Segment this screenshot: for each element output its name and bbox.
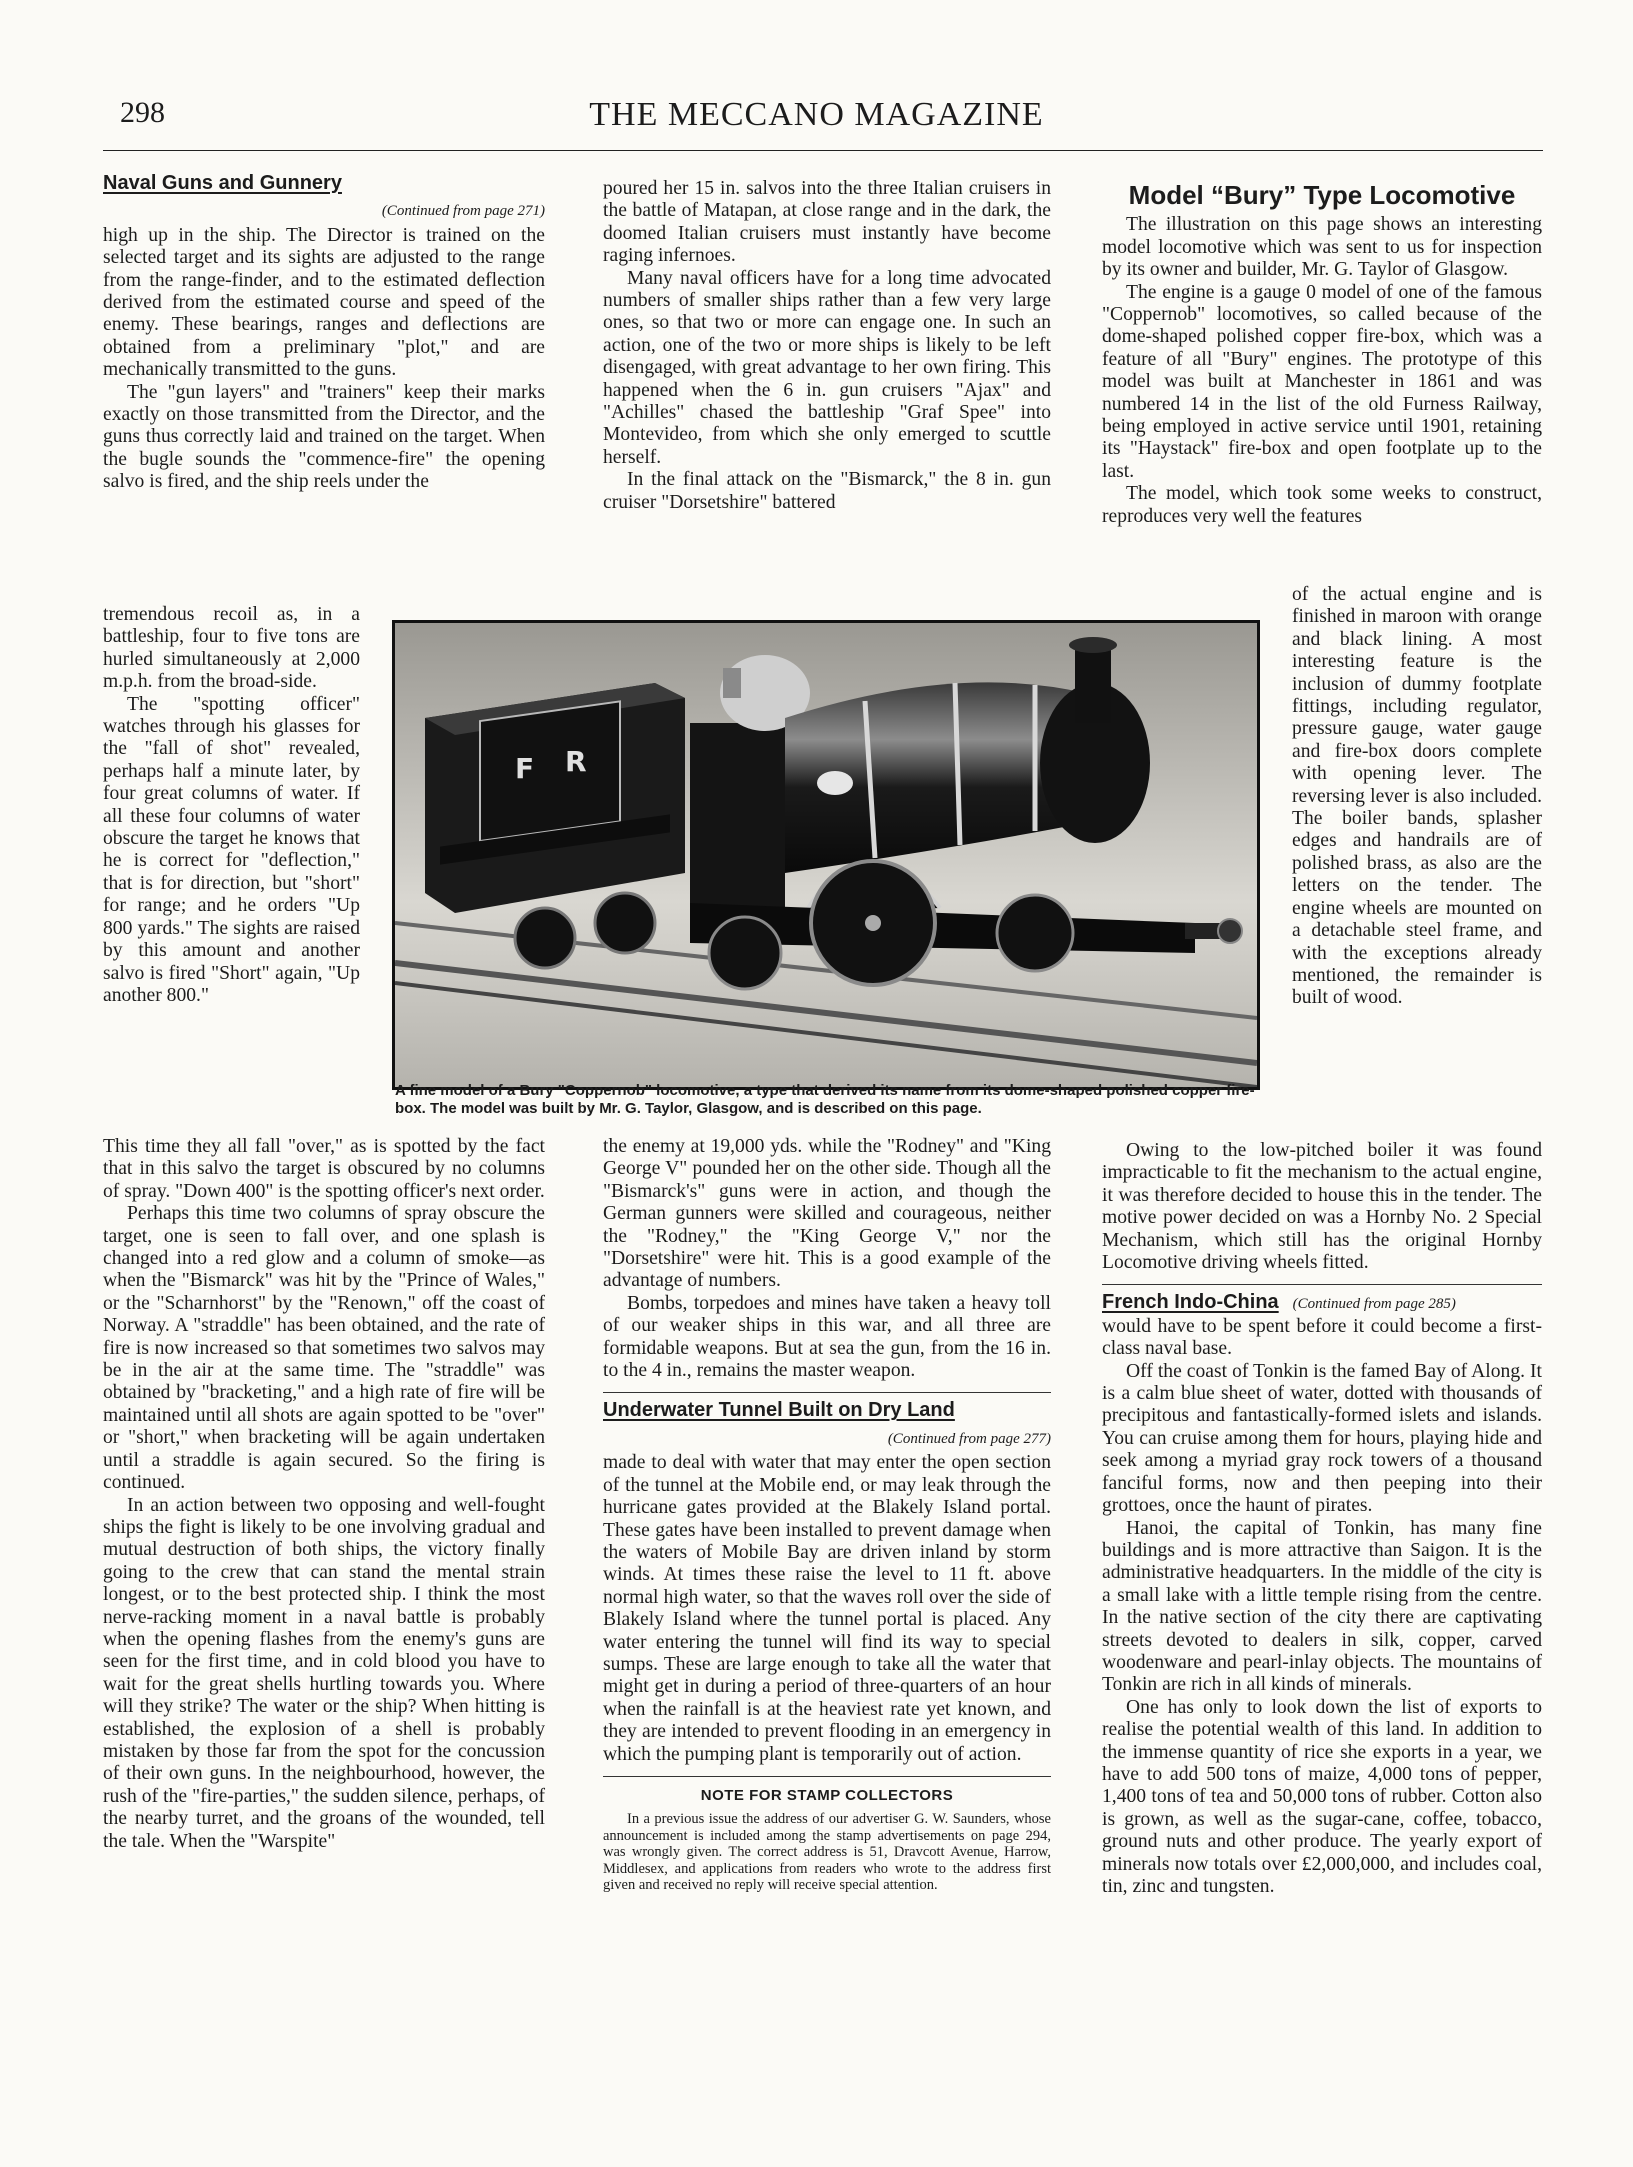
tunnel-heading: Underwater Tunnel Built on Dry Land: [603, 1399, 955, 1422]
locomotive-illustration: [395, 623, 1257, 1087]
section-rule: [603, 1776, 1051, 1777]
paragraph: tremendous recoil as, in a battleship, four to five tons are hurled simultaneously at 2,000 m.p.h. from the broad-side.: [103, 604, 360, 693]
section-rule: [603, 1392, 1051, 1393]
paragraph: The engine is a gauge 0 model of one of the famous "Coppernob" locomotives, so called because of the dome-shaped polished copper fire-box, which was a feature of all "Bury" engines. The prototype of this model was built at Manchester in 1861 and was numbered 14 in the list of the old Furness Railway, being employed in active service until 1901, retaining its "Haystack" fire-box and open footplate up to the last.: [1102, 281, 1542, 482]
indo-china-heading: French Indo-China: [1102, 1291, 1279, 1314]
column-left-narrow: [103, 604, 360, 1007]
continued-note: (Continued from page 271): [381, 203, 545, 220]
locomotive-heading: Model “Bury” Type Locomotive: [1128, 180, 1516, 210]
tender-letter: R: [565, 745, 587, 778]
paragraph: In an action between two opposing and well-fought ships the fight is likely to be one involving gradual and mutual destruction of both ships, the victory finally going to the crew that can stand the mental strain longest, or to the best protected ship. I think the most nerve-racking moment in a naval battle is probably when the opening flashes from the enemy's guns are seen for the first time, and in cold blood you have to wait for the great shells hurtling towards you. Where will they strike? The water or the ship? When hitting is established, the explosion of a shell is probably mistaken by those far from the spot for the concussion of their own guns. In the neighbourhood, however, the rush of the "fire-parties," the sudden silence, perhaps, of the nearby turret, and the groans of the wounded, tell the tale. When the "Warspite": [103, 1494, 545, 1852]
paragraph: Many naval officers have for a long time advocated numbers of smaller ships rather than a few very large ones, so that two or more can engage one. In such an action, one of the two or more ships is likely to be left disengaged, with great advantage to her own firing. This happened when the 6 in. gun cruisers "Ajax" and "Achilles" chased the battleship "Graf Spee" into Montevideo, from which she only emerged to scuttle herself.: [603, 267, 1051, 468]
paragraph: The illustration on this page shows an interesting model locomotive which was sent to us for inspection by its owner and builder, Mr. G. Taylor of Glasgow.: [1102, 214, 1542, 281]
paragraph: In the final attack on the "Bismarck," the 8 in. gun cruiser "Dorsetshire" battered: [603, 469, 1051, 513]
locomotive-photo: [392, 620, 1260, 1090]
paragraph: Perhaps this time two columns of spray obscure the target, one is seen to fall over, and one splash is changed into a red glow and a column of smoke—as when the "Bismarck" was hit by the "Prince of Wales," or the "Scharnhorst" by the "Renown," off the coast of Norway. A "straddle" has been obtained, and the rate of fire is now increased so that sometimes two salvos may be in the air at the same time. The "straddle" was obtained by "bracketing," and a high rate of fire will be maintained until all shots are again spotted to be "over" or "short," when bracketing will be again undertaken until a straddle is again secured. So the firing is continued.: [103, 1203, 545, 1494]
paragraph: Bombs, torpedoes and mines have taken a heavy toll of our weaker ships in this war, and all three are formidable weapons. But at sea the gun, from the 16 in. to the 4 in., remains the master weapon.: [603, 1292, 1051, 1382]
column-left-bottom: [103, 1136, 545, 1853]
stamp-note-text: In a previous issue the address of our advertiser G. W. Saunders, whose announcement is included among the stamp advertisements on page 294, was wrongly given. The correct address is 51, Dravcott Avenue, Harrow, Middlesex, and applications from readers who wrote to the address first given and received no reply will receive special attention.: [603, 1811, 1051, 1894]
photo-caption: A fine model of a Bury "Coppernob" locomotive, a type that derived its name from its dome-shaped polished copper fire-box. The model was built by Mr. G. Taylor, Glasgow, and is described on this page.: [395, 1082, 1255, 1117]
stamp-note-heading: NOTE FOR STAMP COLLECTORS: [700, 1786, 954, 1804]
paragraph: The "spotting officer" watches through his glasses for the "fall of shot" revealed, perhaps half a minute later, by four great columns of water. If all these four columns of water obscure the target he knows that he is correct for "deflection," that is for direction, but "short" for range; and he orders "Up 800 yards." The sights are raised by this amount and another salvo is fired "Short" again, "Up another 800.": [103, 693, 360, 1006]
column-right: [1102, 180, 1542, 528]
paragraph: high up in the ship. The Director is trained on the selected target and its sights are adjusted to the range from the range-finder, and to the estimated deflection derived from the estimated course and speed of the enemy. These bearings, ranges and deflections are obtained from a preliminary "plot," and are mechanically transmitted to the guns.: [103, 224, 545, 381]
paragraph: Hanoi, the capital of Tonkin, has many fine buildings and is more attractive than Saigon. It is the administrative headquarters. In the middle of the city is a small lake with a little temple rising from the centre. In the native section of the city there are captivating streets devoted to dealers in silk, copper, carved woodenware and pearl-inlay objects. The mountains of Tonkin are rich in all kinds of minerals.: [1102, 1517, 1542, 1696]
continued-note: (Continued from page 277): [887, 1430, 1051, 1447]
column-middle: [603, 178, 1051, 514]
paragraph: poured her 15 in. salvos into the three Italian cruisers in the battle of Matapan, at close range and in the dark, the doomed Italian cruisers must instantly have become raging infernoes.: [603, 178, 1051, 267]
paragraph: One has only to look down the list of exports to realise the potential wealth of this land. In addition to the immense quantity of rice she exports in a year, we have to add 500 tons of maize, 4,000 tons of pepper, 1,400 tons of tea and 50,000 tons of rubber. Cotton also is grown, as well as the sugar-cane, coffee, tobacco, ground nuts and other produce. The yearly export of minerals now totals over £2,000,000, and includes coal, tin, zinc and tungsten.: [1102, 1696, 1542, 1897]
column-right-narrow: [1292, 584, 1542, 1010]
indo-heading-row: [1102, 1291, 1542, 1315]
paragraph: Owing to the low-pitched boiler it was found impracticable to fit the mechanism to the actual engine, it was therefore decided to house this in the tender. The motive power decided on was a Hornby No. 2 Special Mechanism, which still has the original Hornby Locomotive driving wheels fitted.: [1102, 1140, 1542, 1274]
paragraph: Off the coast of Tonkin is the famed Bay of Along. It is a calm blue sheet of water, dotted with thousands of precipitous and fantastically-formed islets and islands. You can cruise among them for hours, playing hide and seek among a myriad gray rock towers of a thousand fanciful forms, now and then peeping into their grottoes, once the haunt of pirates.: [1102, 1360, 1542, 1517]
header-rule: [103, 150, 1543, 151]
paragraph: of the actual engine and is finished in maroon with orange and black lining. A most interesting feature is the inclusion of dummy footplate fittings, including regulator, pressure gauge, water gauge and fire-box doors complete with opening lever. The reversing lever is also included. The boiler bands, splasher edges and handrails are of polished brass, as also are the letters on the tender. The engine wheels are mounted on a detachable steel frame, and with the exceptions already mentioned, the remainder is built of wood.: [1292, 584, 1542, 1009]
magazine-title: THE MECCANO MAGAZINE: [589, 96, 1044, 133]
paragraph: made to deal with water that may enter the open section of the tunnel at the Mobile end, or may leak through the hurricane gates provided at the Blakely Island portal. These gates have been installed to prevent damage when the waters of Mobile Bay are driven inland by storm winds. At times these raise the level to 11 ft. above normal high water, so that the waves roll over the side of Blakely Island where the tunnel portal is placed. Any water entering the tunnel will find its way to special sumps. These are large enough to take all the water that might get in during a period of three-quarters of an hour when the rainfall is at the heaviest rate yet known, and they are intended to prevent flooding in an emergency in which the pumping plant is temporarily out of action.: [603, 1452, 1051, 1765]
column-right-bottom: [1102, 1140, 1542, 1898]
tender-letter: F: [515, 752, 535, 785]
column-left: [103, 172, 545, 494]
continued-note: (Continued from page 285): [1292, 1296, 1456, 1313]
paragraph: This time they all fall "over," as is spotted by the fact that in this salvo the target is obscured by no columns of spray. "Down 400" is the spotting officer's next order.: [103, 1136, 545, 1202]
paragraph: would have to be spent before it could become a first-class naval base.: [1102, 1315, 1542, 1360]
paragraph: The "gun layers" and "trainers" keep their marks exactly on those transmitted from the Director, and the guns thus correctly laid and trained on the target. When the bugle sounds the "commence-fire" the opening salvo is fired, and the ship reels under the: [103, 381, 545, 493]
page-number: 298: [120, 96, 165, 129]
section-rule: [1102, 1284, 1542, 1285]
naval-guns-heading: Naval Guns and Gunnery: [103, 172, 342, 194]
paragraph: the enemy at 19,000 yds. while the "Rodney" and "King George V" pounded her on the other side. Though all the "Bismarck's" guns were in action, and though the German gunners were skilled and courageous, neither the "Rodney," the "King George V," nor the "Dorsetshire" were hit. This is a good example of the advantage of numbers.: [603, 1136, 1051, 1292]
paragraph: The model, which took some weeks to construct, reproduces very well the features: [1102, 483, 1542, 527]
column-middle-bottom: [603, 1136, 1051, 1894]
